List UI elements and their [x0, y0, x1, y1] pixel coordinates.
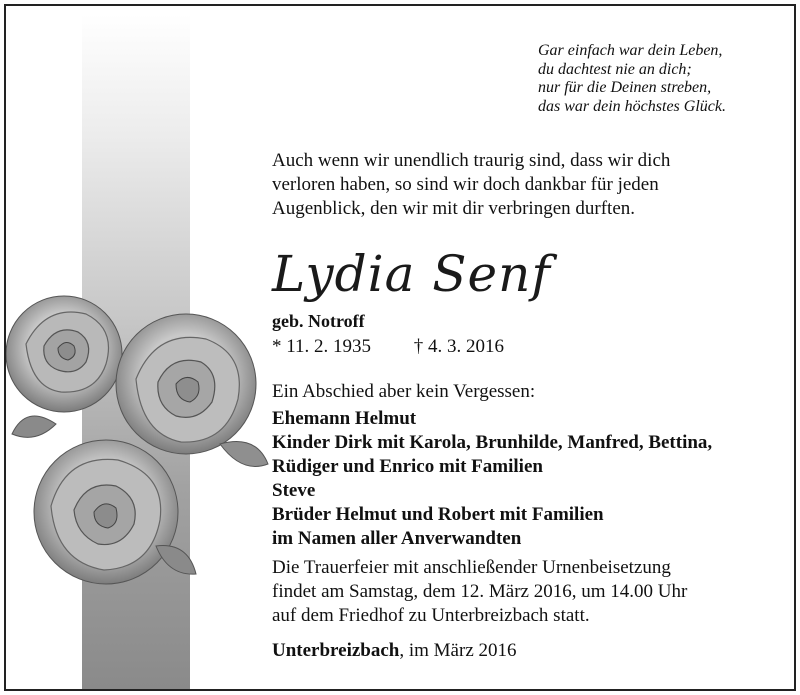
- funeral-info: [272, 556, 687, 628]
- death-date: † 4. 3. 2016: [413, 336, 505, 357]
- mourner-line: Brüder Helmut und Robert mit Familien: [272, 504, 604, 525]
- leaf: [156, 546, 196, 575]
- rose-right: [116, 314, 256, 454]
- mourner-line: Steve: [272, 480, 316, 501]
- rose-bottom: [34, 440, 178, 584]
- leaf: [12, 416, 56, 437]
- farewell-text: Ein Abschied aber kein Vergessen:: [272, 381, 536, 402]
- intro-line: Auch wenn wir unendlich traurig sind, dass wir dich: [272, 150, 671, 171]
- rose-top-left: [6, 296, 122, 412]
- leaf: [220, 442, 268, 467]
- life-dates: [272, 336, 504, 358]
- funeral-line: auf dem Friedhof zu Unterbreizbach statt.: [272, 605, 590, 626]
- poem-line: das war dein höchstes Glück.: [538, 97, 726, 115]
- born-name: geb. Notroff: [272, 311, 365, 331]
- place-name: Unterbreizbach: [272, 640, 400, 661]
- poem-line: nur für die Deinen streben,: [538, 79, 712, 96]
- intro-text: [272, 149, 670, 221]
- date-text: , im März 2016: [399, 640, 517, 661]
- mourners-list: [272, 407, 712, 551]
- place-date: [272, 640, 517, 662]
- deceased-name: Lydia Senf: [272, 245, 551, 303]
- mourner-line: Rüdiger und Enrico mit Familien: [272, 456, 543, 477]
- funeral-line: Die Trauerfeier mit anschließender Urnenbeisetzung: [272, 557, 671, 578]
- intro-line: Augenblick, den wir mit dir verbringen durften.: [272, 198, 636, 219]
- mourner-line: Kinder Dirk mit Karola, Brunhilde, Manfred, Bettina,: [272, 432, 713, 453]
- funeral-line: findet am Samstag, dem 12. März 2016, um 14.00 Uhr: [272, 581, 688, 602]
- poem: [538, 42, 726, 116]
- roses-image: [6, 284, 276, 604]
- poem-line: du dachtest nie an dich;: [538, 60, 692, 78]
- mourner-line: Ehemann Helmut: [272, 408, 417, 429]
- obituary-frame: [4, 4, 796, 691]
- intro-line: verloren haben, so sind wir doch dankbar für jeden: [272, 174, 659, 195]
- birth-date: * 11. 2. 1935: [272, 336, 372, 357]
- poem-line: Gar einfach war dein Leben,: [538, 42, 723, 59]
- mourner-line: im Namen aller Anverwandten: [272, 528, 522, 549]
